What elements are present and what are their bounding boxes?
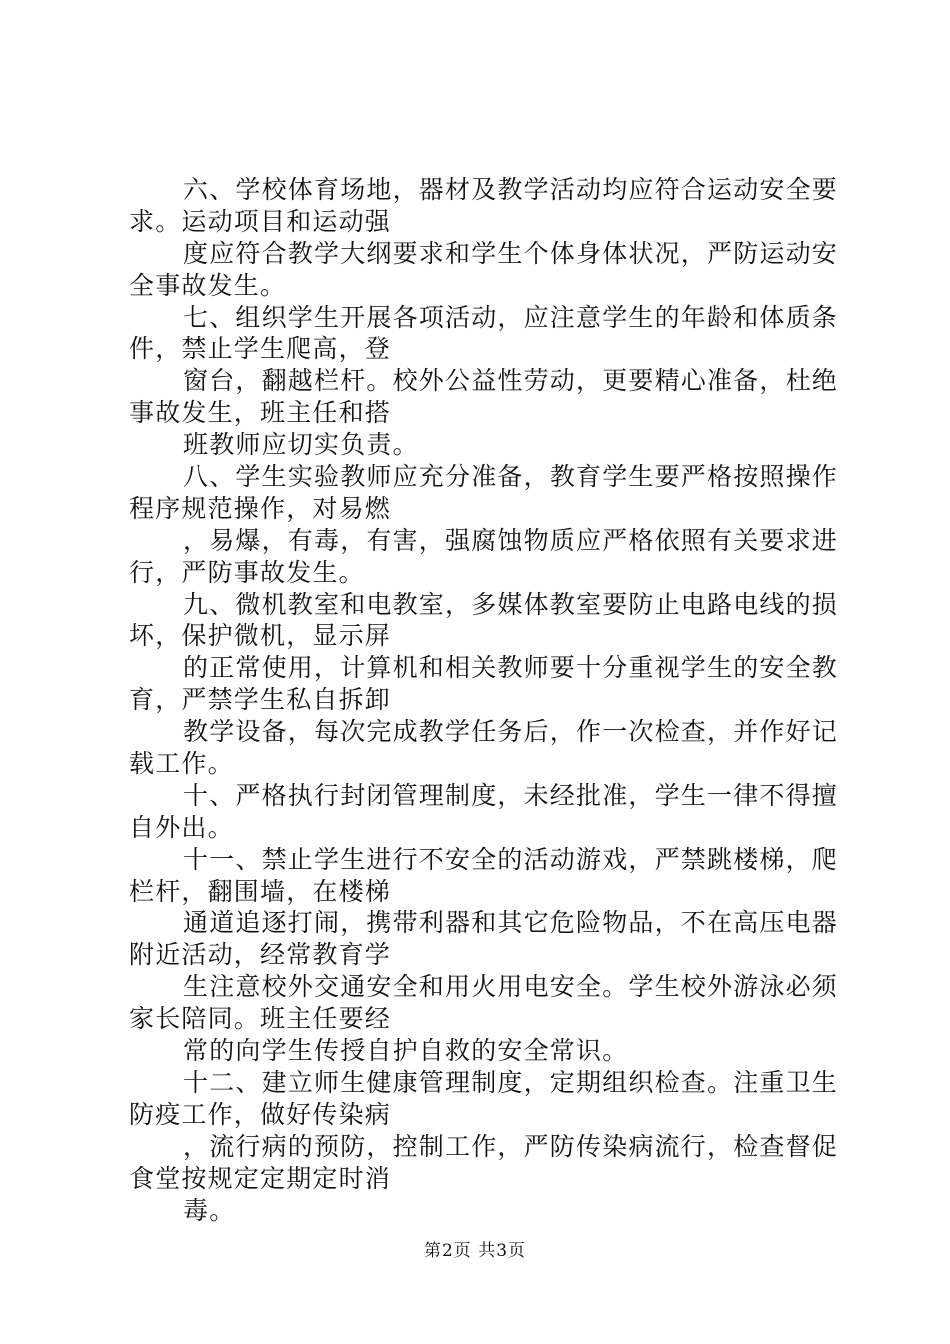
paragraph <box>129 302 839 366</box>
text-line: 七、组织学生开展各项活动，应注意学生的年龄和体质条 <box>183 302 839 332</box>
text-line: 生注意校外交通安全和用火用电安全。学生校外游泳必须 <box>183 972 839 1002</box>
text-line: ，易爆，有毒，有害，强腐蚀物质应严格依照有关要求进 <box>183 525 839 555</box>
text-line: 附近活动，经常教育学 <box>129 940 392 970</box>
text-line: 程序规范操作，对易燃 <box>129 493 392 523</box>
paragraph <box>129 780 839 844</box>
text-line: 件，禁止学生爬高，登 <box>129 334 392 364</box>
text-line: 班教师应切实负责。 <box>183 430 419 460</box>
text-line: 毒。 <box>183 1195 236 1225</box>
text-line: 十、严格执行封闭管理制度，未经批准，学生一律不得擅 <box>183 780 839 810</box>
paragraph <box>129 907 839 971</box>
paragraph <box>129 238 839 302</box>
text-line: 自外出。 <box>129 812 234 842</box>
text-line: 食堂按规定定期定时消 <box>129 1163 392 1193</box>
document-body <box>129 174 839 1226</box>
paragraph <box>129 1195 834 1227</box>
paragraph <box>129 1067 839 1131</box>
text-line: 十一、禁止学生进行不安全的活动游戏，严禁跳楼梯，爬 <box>183 844 839 874</box>
text-line: 事故发生，班主任和搭 <box>129 398 392 428</box>
paragraph <box>129 716 839 780</box>
text-line: 行，严防事故发生。 <box>129 557 365 587</box>
text-line: 防疫工作，做好传染病 <box>129 1099 392 1129</box>
paragraph <box>129 429 834 461</box>
text-line: 常的向学生传授自护自救的安全常识。 <box>183 1036 629 1066</box>
text-line: 八、学生实验教师应充分准备，教育学生要严格按照操作 <box>183 462 839 492</box>
text-line: 度应符合教学大纲要求和学生个体身体状况，严防运动安 <box>183 238 839 268</box>
text-line: 载工作。 <box>129 749 234 779</box>
text-line: 坏，保护微机，显示屏 <box>129 621 392 651</box>
paragraph <box>129 652 839 716</box>
text-line: 教学设备，每次完成教学任务后，作一次检查，并作好记 <box>183 717 839 747</box>
text-line: 通道追逐打闹，携带利器和其它危险物品，不在高压电器 <box>183 908 839 938</box>
paragraph <box>129 1131 839 1195</box>
paragraph <box>129 365 839 429</box>
text-line: 育，严禁学生私自拆卸 <box>129 685 392 715</box>
paragraph <box>129 589 839 653</box>
text-line: 家长陪同。班主任要经 <box>129 1004 392 1034</box>
text-line: 窗台，翻越栏杆。校外公益性劳动，更要精心准备，杜绝 <box>183 366 839 396</box>
text-line: 的正常使用，计算机和相关教师要十分重视学生的安全教 <box>183 653 839 683</box>
page-footer: 第2页 共3页 <box>423 1241 527 1261</box>
paragraph <box>129 1035 834 1067</box>
paragraph <box>129 844 839 908</box>
text-line: ，流行病的预防，控制工作，严防传染病流行，检查督促 <box>183 1131 839 1161</box>
text-line: 十二、建立师生健康管理制度，定期组织检查。注重卫生 <box>183 1067 839 1097</box>
paragraph <box>129 174 839 238</box>
text-line: 九、微机教室和电教室，多媒体教室要防止电路电线的损 <box>183 589 839 619</box>
text-line: 栏杆，翻围墙，在楼梯 <box>129 876 392 906</box>
paragraph <box>129 971 839 1035</box>
paragraph <box>129 525 839 589</box>
text-line: 六、学校体育场地，器材及教学活动均应符合运动安全要 <box>183 175 839 204</box>
text-line: 求。运动项目和运动强 <box>129 206 392 236</box>
text-line: 全事故发生。 <box>129 270 287 300</box>
paragraph <box>129 461 839 525</box>
